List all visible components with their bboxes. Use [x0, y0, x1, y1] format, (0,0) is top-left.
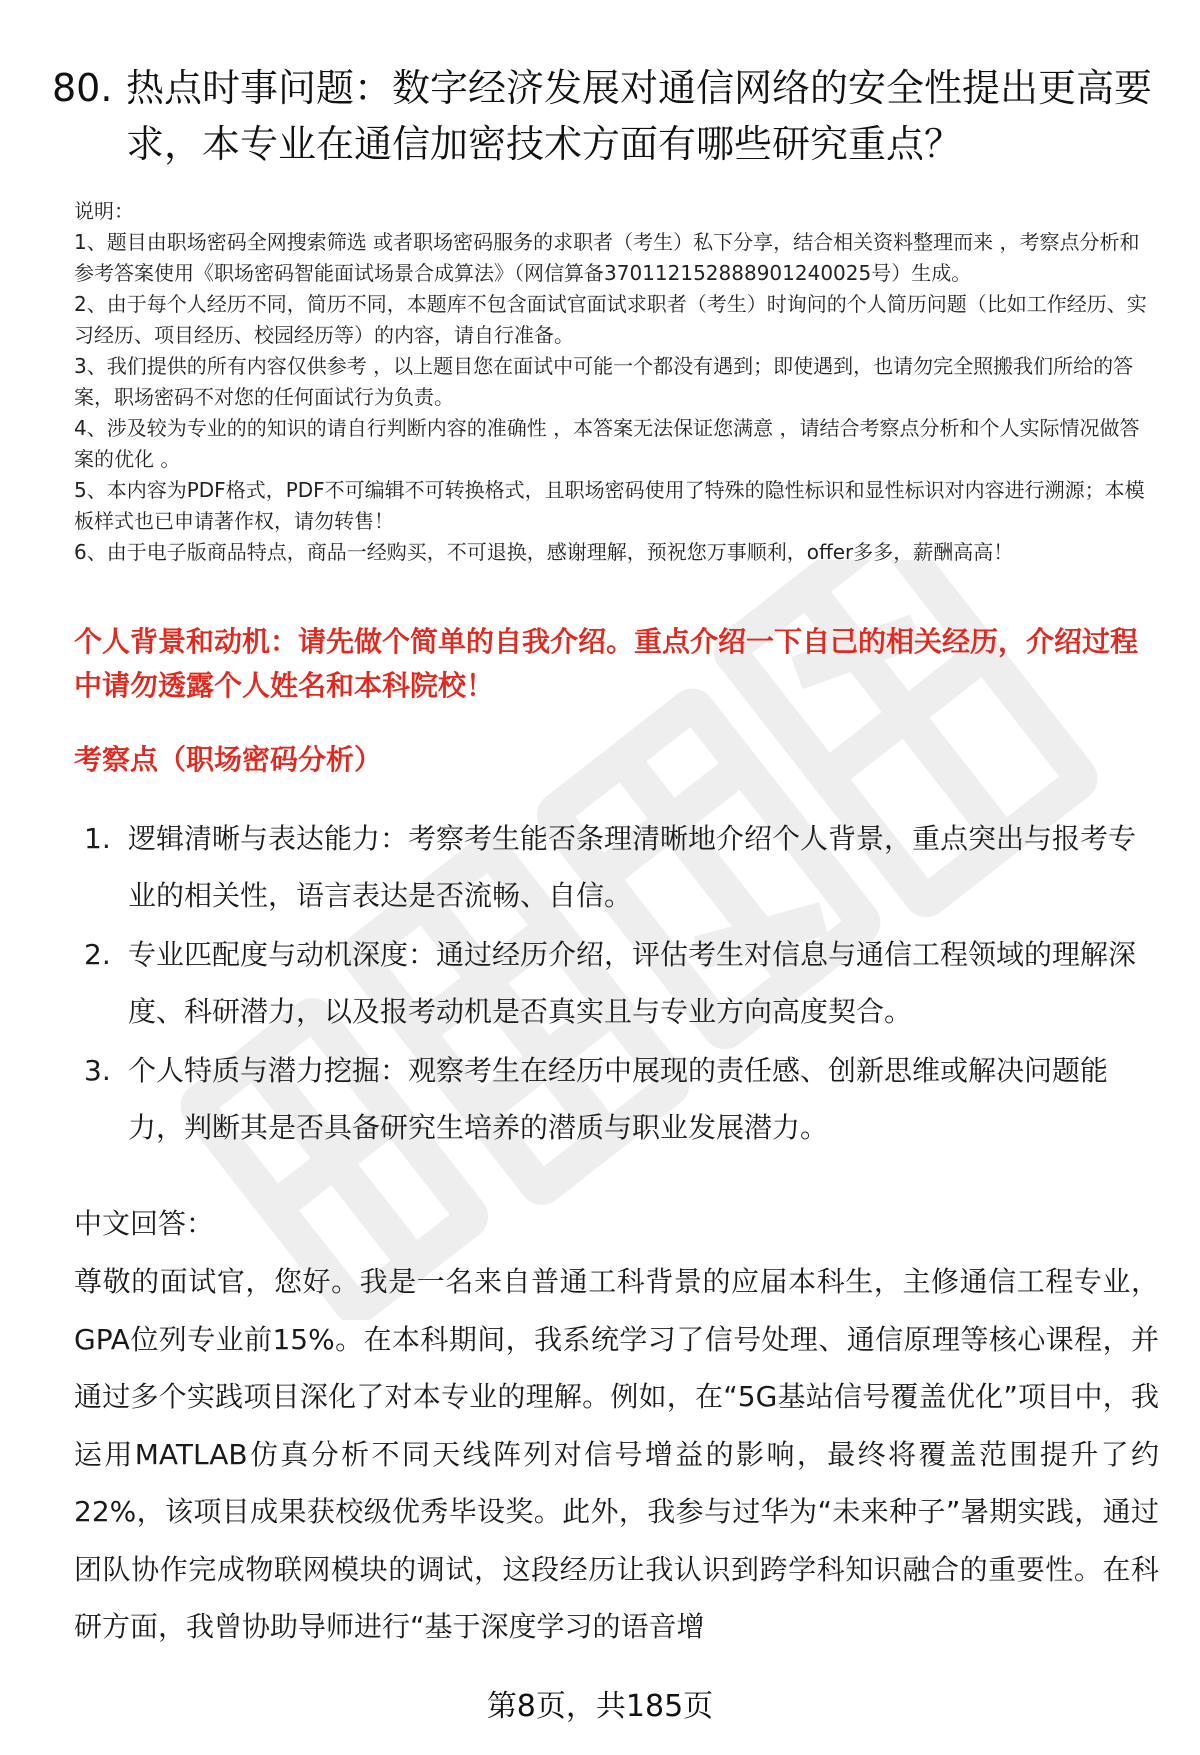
note-item: 1、题目由职场密码全网搜索筛选 或者职场密码服务的求职者（考生）私下分享，结合相关资料整理而来 ，考察点分析和参考答案使用《职场密码智能面试场景合成算法》（网信算备370112152888901240025号）生成。	[74, 230, 1140, 285]
note-item: 4、涉及较为专业的的知识的请自行判断内容的准确性 ，本答案无法保证您满意 ，请结合考察点分析和个人实际情况做答案的优化 。	[74, 416, 1140, 471]
key-point-text: 逻辑清晰与表达能力：考察考生能否条理清晰地介绍个人背景，重点突出与报考专业的相关性，语言表达是否流畅、自信。	[128, 822, 1137, 912]
question-text: 热点时事问题：数字经济发展对通信网络的安全性提出更高要求，本专业在通信加密技术方面有哪些研究重点？	[126, 66, 1153, 166]
note-item: 3、我们提供的所有内容仅供参考 ，以上题目您在面试中可能一个都没有遇到；即使遇到，也请勿完全照搬我们所给的答案，职场密码不对您的任何面试行为负责。	[74, 354, 1134, 409]
key-points-list	[74, 810, 1154, 1158]
key-point-number: 1.	[84, 822, 111, 855]
page-footer: 第8页，共185页	[486, 1689, 714, 1724]
background-heading: 个人背景和动机：请先做个简单的自我介绍。重点介绍一下自己的相关经历，介绍过程中请勿透露个人姓名和本科院校！	[74, 625, 1139, 702]
note-item: 6、由于电子版商品特点，商品一经购买，不可退换，感谢理解，预祝您万事顺利，offer多多，薪酬高高！	[74, 540, 1014, 564]
key-point-number: 3.	[84, 1054, 111, 1087]
notes-title: 说明：	[74, 199, 134, 223]
key-point-item	[74, 810, 1154, 924]
key-points-heading: 考察点（职场密码分析）	[74, 743, 383, 776]
key-point-text: 专业匹配度与动机深度：通过经历介绍，评估考生对信息与通信工程领域的理解深度、科研潜力，以及报考动机是否真实且与专业方向高度契合。	[128, 938, 1137, 1028]
key-point-item	[74, 926, 1154, 1040]
question-number: 80.	[52, 66, 113, 110]
answer-text: 尊敬的面试官，您好。我是一名来自普通工科背景的应届本科生，主修通信工程专业，GPA位列专业前15%。在本科期间，我系统学习了信号处理、通信原理等核心课程，并通过多个实践项目深化了对本专业的理解。例如，在“5G基站信号覆盖优化”项目中，我运用MATLAB仿真分析不同天线阵列对信号增益的影响，最终将覆盖范围提升了约22%，该项目成果获校级优秀毕设奖。此外，我参与过华为“未来种子”暑期实践，通过团队协作完成物联网模块的调试，这段经历让我认识到跨学科知识融合的重要性。在科研方面，我曾协助导师进行“基于深度学习的语音增	[74, 1265, 1159, 1643]
key-point-item	[74, 1042, 1154, 1156]
note-item: 2、由于每个人经历不同，简历不同，本题库不包含面试官面试求职者（考生）时询问的个人简历问题（比如工作经历、实习经历、项目经历、校园经历等）的内容，请自行准备。	[74, 292, 1147, 347]
notes-section	[74, 196, 1154, 568]
key-point-text: 个人特质与潜力挖掘：观察考生在经历中展现的责任感、创新思维或解决问题能力，判断其是否具备研究生培养的潜质与职业发展潜力。	[128, 1054, 1109, 1144]
note-item: 5、本内容为PDF格式，PDF不可编辑不可转换格式，且职场密码使用了特殊的隐性标识和显性标识对内容进行溯源；本模板样式也已申请著作权，请勿转售！	[74, 478, 1145, 533]
answer-label: 中文回答：	[74, 1207, 215, 1240]
key-point-number: 2.	[84, 938, 111, 971]
